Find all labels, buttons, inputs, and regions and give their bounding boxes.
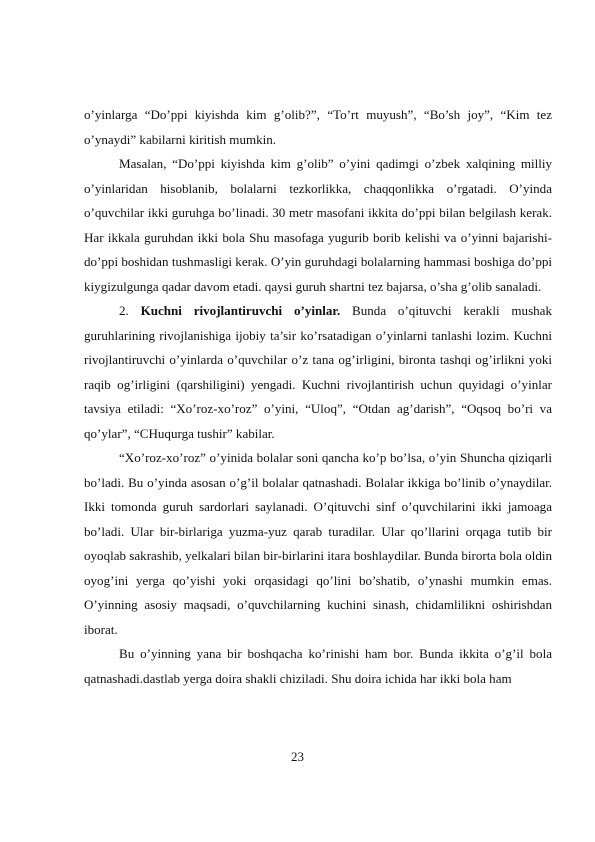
paragraph-text: o’yinlarga “Do’ppi kiyishda kim g’olib?”, “To’rt muyush”, “Bo’sh joy”, “Kim tez o’ynaydi” kabilarni kiritish mumkin. bbox=[84, 107, 552, 147]
section-heading: Kuchni rivojlantiruvchi o’yinlar. bbox=[140, 303, 341, 318]
paragraph-continuation bbox=[84, 103, 552, 152]
paragraph-text: Bu o’yinning yana bir boshqacha ko’rinishi ham bor. Bunda ikkita o’g’il bola qatnashadi.dastlab yerga doira shakli chiziladi. Shu doira ichida har ikki bola ham bbox=[84, 646, 552, 686]
paragraph-strength-games bbox=[84, 299, 552, 446]
paragraph-game-variant bbox=[84, 642, 552, 691]
paragraph-example-doppi bbox=[84, 152, 552, 299]
paragraph-xoroz-game bbox=[84, 446, 552, 642]
paragraph-text: “Xo’roz-xo’roz” o’yinida bolalar soni qancha ko’p bo’lsa, o’yin Shuncha qiziqarli bo’ladi. Bu o’yinda asosan o’g’il bolalar qatnashadi. Bolalar ikkiga bo’linib o’ynaydilar. Ikki tomonda guruh sardorlari saylanadi. O’qituvchi sinf o’quvchilarini ikki jamoaga bo’ladi. Ular bir-birlariga yuzma-yuz qarab turadilar. Ular qo’llarini orqaga tutib bir oyoqlab sakrashib, yelkalari bilan bir-birlarini itara boshlaydilar. Bunda birorta bola oldin oyog’ini yerga qo’yishi yoki orqasidagi qo’lini bo’shatib, o’ynashi mumkin emas. O’yinning asosiy maqsadi, o’quvchilarning kuchini sinash, chidamlilikni oshirishdan iborat. bbox=[84, 450, 552, 637]
paragraph-text: Masalan, “Do’ppi kiyishda kim g’olib” o’yini qadimgi o’zbek xalqining milliy o’yinlaridan hisoblanib, bolalarni tezkorlikka, chaqqonlikka o’rgatadi. O’yinda o’quvchilar ikki guruhga bo’linadi. 30 metr masofani ikkita do’ppi bilan belgilash kerak. Har ikkala guruhdan ikki bola Shu masofaga yugurib borib kelishi va o’yinni bajarishi-do’ppi boshidan tushmasligi kerak. O’yin guruhdagi bolalarning hammasi boshiga do’ppi kiygizulgunga qadar davom etadi. qaysi guruh shartni tez bajarsa, o’sha g’olib sanaladi. bbox=[84, 156, 552, 294]
section-number: 2. bbox=[119, 303, 141, 318]
paragraph-text: Bunda o’qituvchi kerakli mushak guruhlarining rivojlanishiga ijobiy ta’sir ko’rsatadigan o’yinlarni tanlashi lozim. Kuchni rivojlantiruvchi o’yinlarda o’quvchilar o’z tana og’irligini, bironta tashqi og’irlikni yoki raqib og’irligini (qarshiligini) yengadi. Kuchni rivojlantirish uchun quyidagi o’yinlar tavsiya etiladi: “Xo’roz-xo’roz” o’yini, “Uloq”, “Otdan ag’darish”, “Oqsoq bo’ri va qo’ylar”, “CHuqurga tushir” kabilar. bbox=[84, 303, 552, 441]
page-number: 23 bbox=[291, 749, 304, 764]
document-body bbox=[84, 103, 552, 691]
